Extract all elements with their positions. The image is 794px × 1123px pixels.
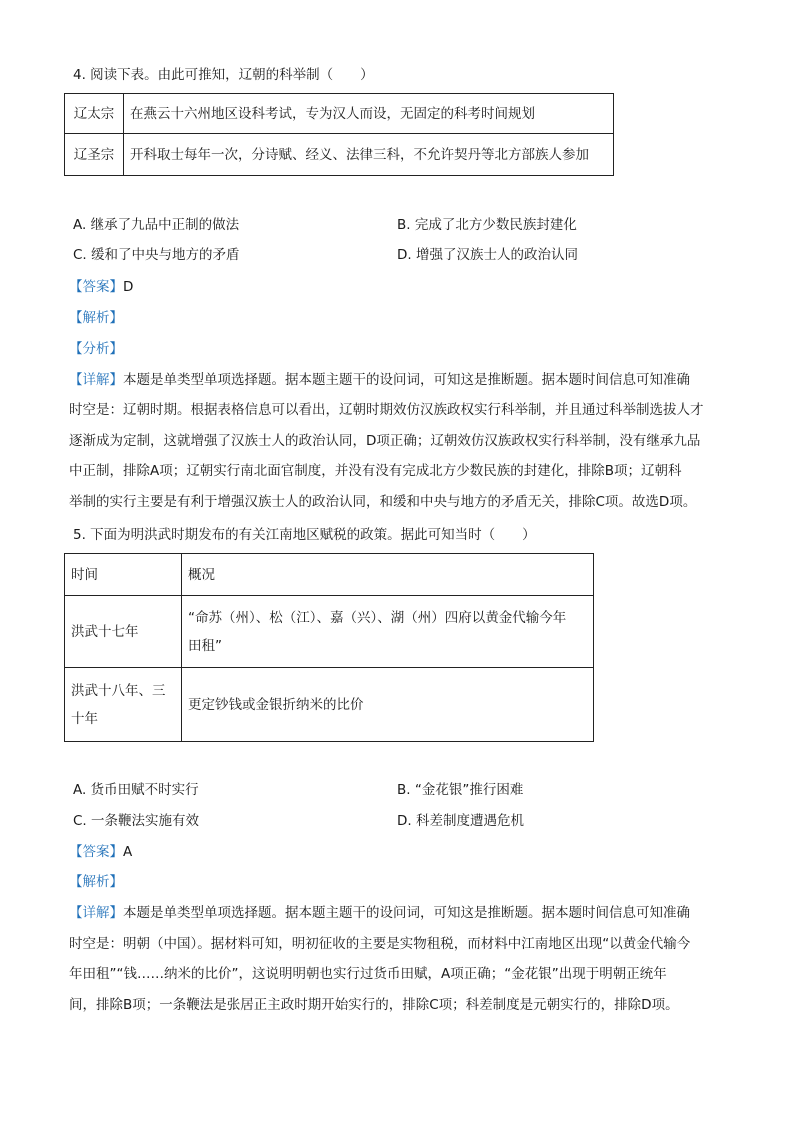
- time-line-2: 十年: [71, 710, 98, 727]
- q5-option-d: D. 科差制度遭遇危机: [397, 813, 524, 829]
- detail-label: 【详解】: [69, 372, 123, 388]
- q4-stem: 4. 阅读下表。由此可推知，辽朝的科举制（ ）: [73, 67, 374, 83]
- summary-line-1: “命苏（州）、松（江）、嘉（兴）、湖（州）四府以黄金代输今年: [188, 609, 567, 626]
- q5-detail-line-4: 间，排除B项；一条鞭法是张居正主政时期开始实行的，排除C项；科差制度是元朝实行的，排除D项。: [69, 997, 679, 1013]
- table-row: [65, 668, 594, 742]
- detail-text: 本题是单类型单项选择题。据本题主题干的设问词，可知这是推断题。据本题时间信息可知准确: [123, 372, 690, 388]
- q4-detail-line-3: 逐渐成为定制，这就增强了汉族士人的政治认同，D项正确；辽朝效仿汉族政权实行科举制，没有继承九品: [69, 433, 701, 449]
- time-line-1: 洪武十八年、三: [71, 682, 166, 699]
- q5-detail-line-3: 年田租”“钱……纳米的比价”，这说明明朝也实行过货币田赋，A项正确；“金花银”出现于明朝正统年: [69, 966, 667, 982]
- q4-row1-desc: 在燕云十六州地区设科考试，专为汉人而设，无固定的科考时间规划: [124, 94, 614, 134]
- q5-option-b: B. “金花银”推行困难: [397, 782, 524, 798]
- q4-detail-line-1: [69, 371, 690, 389]
- q5-option-a: A. 货币田赋不时实行: [73, 782, 199, 798]
- answer-value: D: [123, 279, 134, 295]
- q5-row1-summary: [182, 596, 594, 668]
- q4-row1-name: 辽太宗: [65, 94, 124, 134]
- q4-table: [64, 93, 614, 176]
- detail-text: 本题是单类型单项选择题。据本题主题干的设问词，可知这是推断题。据本题时间信息可知准确: [123, 905, 690, 921]
- q5-stem: 5. 下面为明洪武时期发布的有关江南地区赋税的政策。据此可知当时（ ）: [73, 527, 536, 543]
- q4-detail-line-2: 时空是：辽朝时期。根据表格信息可以看出，辽朝时期效仿汉族政权实行科举制，并且通过科举制选拔人才: [69, 402, 704, 418]
- q5-table: [64, 553, 594, 742]
- answer-label: 【答案】: [69, 279, 123, 295]
- q5-row2-time: [65, 668, 182, 742]
- q5-detail-line-1: [69, 904, 690, 922]
- q5-option-c: C. 一条鞭法实施有效: [73, 813, 200, 829]
- q4-fenxi-label: 【分析】: [69, 341, 123, 357]
- answer-value: A: [123, 844, 133, 860]
- q5-detail-line-2: 时空是：明朝（中国）。据材料可知，明初征收的主要是实物租税，而材料中江南地区出现“以黄金代输今: [69, 936, 691, 952]
- summary-line-2: 田租”: [188, 637, 222, 654]
- q5-row2-summary: 更定钞钱或金银折纳米的比价: [182, 668, 594, 742]
- table-row: [65, 134, 614, 176]
- q5-analysis-label: 【解析】: [69, 874, 123, 890]
- q4-option-b: B. 完成了北方少数民族封建化: [397, 217, 577, 233]
- q4-detail-line-4: 中正制，排除A项；辽朝实行南北面官制度，并没有没有完成北方少数民族的封建化，排除B项；辽朝科: [69, 463, 682, 479]
- q4-row2-desc: 开科取士每年一次，分诗赋、经义、法律三科，不允许契丹等北方部族人参加: [124, 134, 614, 176]
- answer-label: 【答案】: [69, 844, 123, 860]
- q5-answer: [69, 843, 132, 861]
- table-row: [65, 554, 594, 596]
- q4-option-a: A. 继承了九品中正制的做法: [73, 217, 240, 233]
- table-row: [65, 94, 614, 134]
- q5-header-summary: 概况: [182, 554, 594, 596]
- table-row: [65, 596, 594, 668]
- q4-row2-name: 辽圣宗: [65, 134, 124, 176]
- q4-answer: [69, 278, 133, 296]
- q4-option-d: D. 增强了汉族士人的政治认同: [397, 247, 578, 263]
- q4-option-c: C. 缓和了中央与地方的矛盾: [73, 247, 240, 263]
- q4-analysis-label: 【解析】: [69, 310, 123, 326]
- q5-header-time: 时间: [65, 554, 182, 596]
- detail-label: 【详解】: [69, 905, 123, 921]
- q4-detail-line-5: 举制的实行主要是有利于增强汉族士人的政治认同，和缓和中央与地方的矛盾无关，排除C项。故选D项。: [69, 494, 697, 510]
- q5-row1-time: 洪武十七年: [65, 596, 182, 668]
